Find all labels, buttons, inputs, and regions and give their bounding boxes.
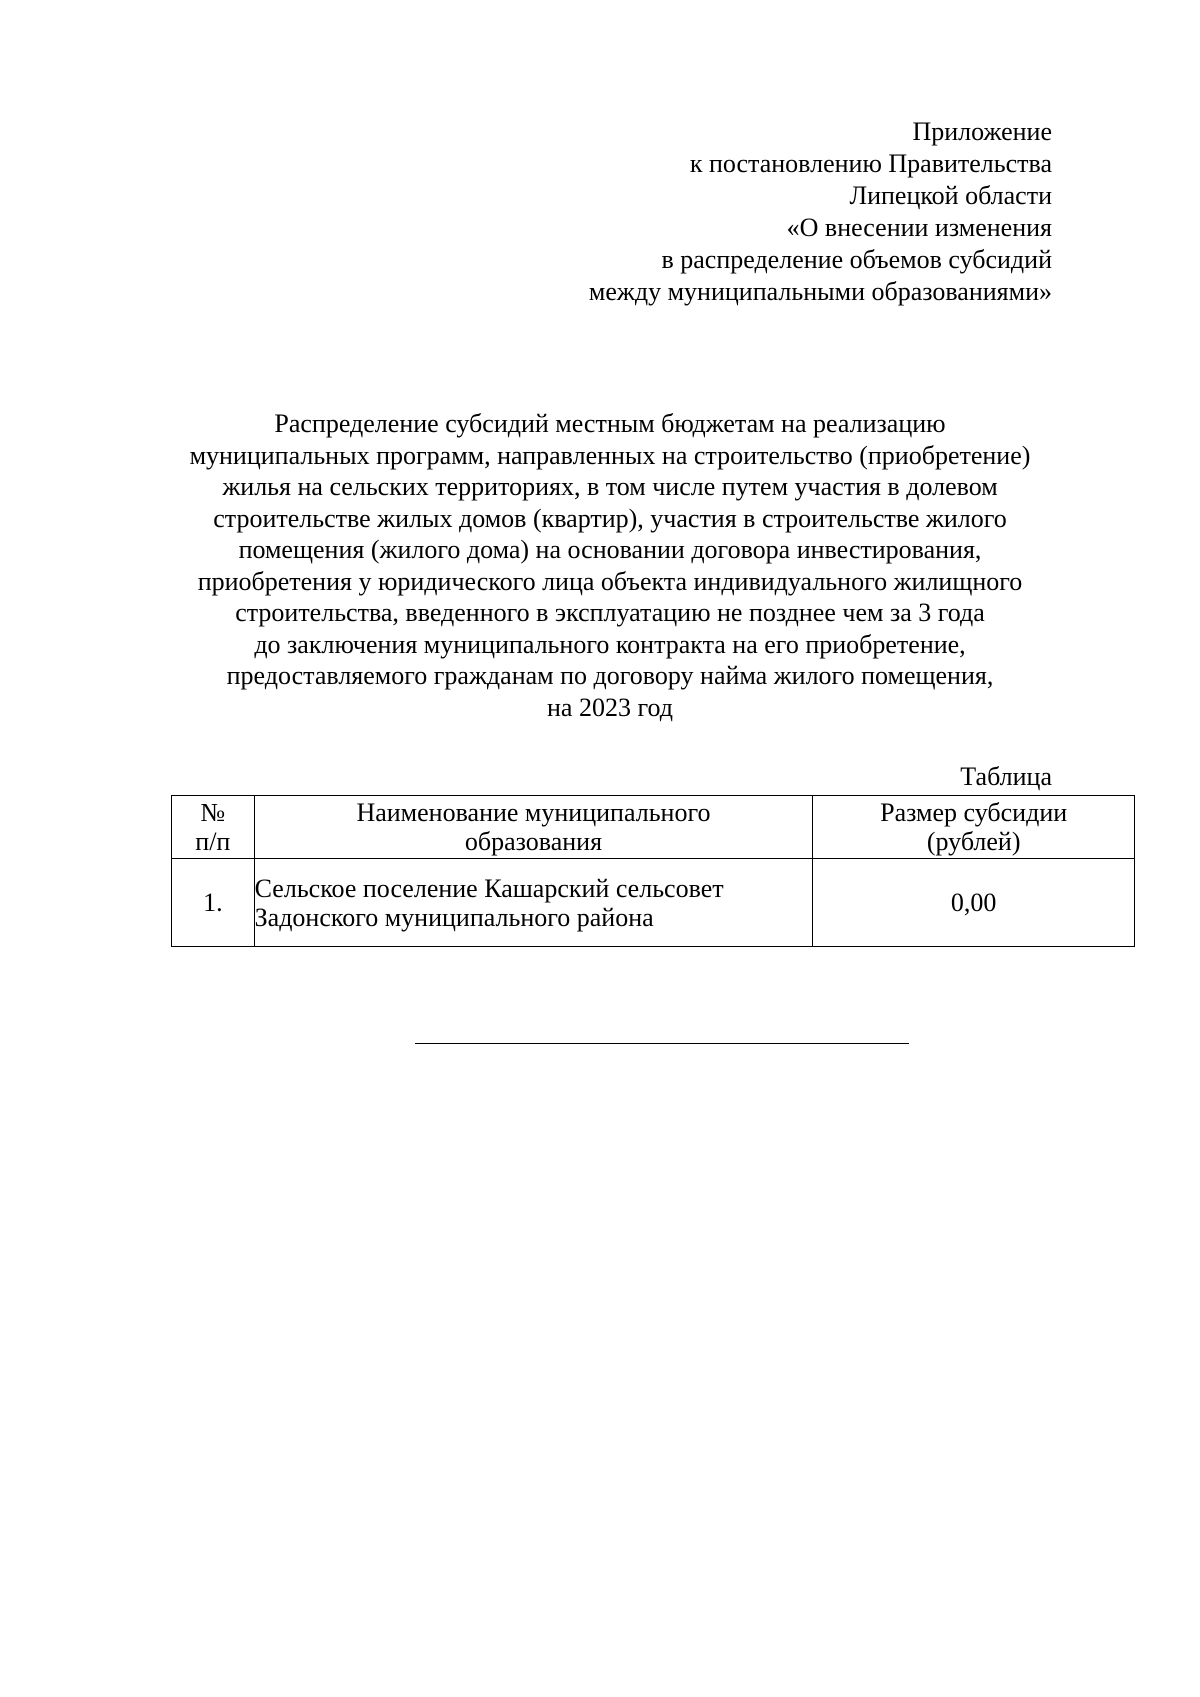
appendix-line: Липецкой области xyxy=(849,181,1052,210)
title-line: строительства, введенного в эксплуатацию не позднее чем за 3 года xyxy=(235,598,985,627)
title-line: на 2023 год xyxy=(547,692,673,722)
table-header-row xyxy=(172,796,1135,859)
appendix-line: к постановлению Правительства xyxy=(689,149,1052,178)
title-line: строительстве жилых домов (квартир), участия в строительстве жилого xyxy=(213,503,1007,533)
subsidy-table xyxy=(171,795,1135,947)
row-number: 1. xyxy=(172,859,255,947)
row-municipality xyxy=(254,859,813,947)
header-amount xyxy=(813,796,1135,859)
title-line: предоставляемого гражданам по договору найма жилого помещения, xyxy=(226,661,994,690)
header-number xyxy=(172,796,255,859)
header-amount-line: (рублей) xyxy=(926,827,1021,856)
header-municipality xyxy=(254,796,813,859)
title-line: жилья на сельских территориях, в том числе путем участия в долевом xyxy=(222,472,998,501)
end-divider xyxy=(415,1043,909,1044)
document-title xyxy=(180,408,1040,723)
header-number-line: № xyxy=(200,798,226,827)
appendix-line: «О внесении изменения xyxy=(786,213,1052,242)
title-line: Распределение субсидий местным бюджетам на реализацию xyxy=(274,409,946,438)
title-line: помещения (жилого дома) на основании договора инвестирования, xyxy=(238,535,982,564)
table-caption: Таблица xyxy=(960,762,1052,791)
title-line: приобретения у юридического лица объекта индивидуального жилищного xyxy=(197,566,1023,596)
title-line: муниципальных программ, направленных на строительство (приобретение) xyxy=(189,440,1031,470)
row-municipality-line: Задонского муниципального района xyxy=(254,902,654,932)
header-number-line: п/п xyxy=(195,827,231,856)
appendix-line: между муниципальными образованиями» xyxy=(588,277,1052,306)
title-line: до заключения муниципального контракта на его приобретение, xyxy=(254,629,966,659)
header-municipality-line: Наименование муниципального xyxy=(356,798,711,827)
header-amount-line: Размер субсидии xyxy=(880,798,1068,827)
appendix-line: Приложение xyxy=(912,117,1052,146)
row-amount: 0,00 xyxy=(813,859,1135,947)
appendix-block xyxy=(589,116,1052,308)
row-municipality-line: Сельское поселение Кашарский сельсовет xyxy=(254,873,724,903)
table-row xyxy=(172,859,1135,947)
header-municipality-line: образования xyxy=(464,827,603,856)
appendix-line: в распределение объемов субсидий xyxy=(661,245,1052,274)
